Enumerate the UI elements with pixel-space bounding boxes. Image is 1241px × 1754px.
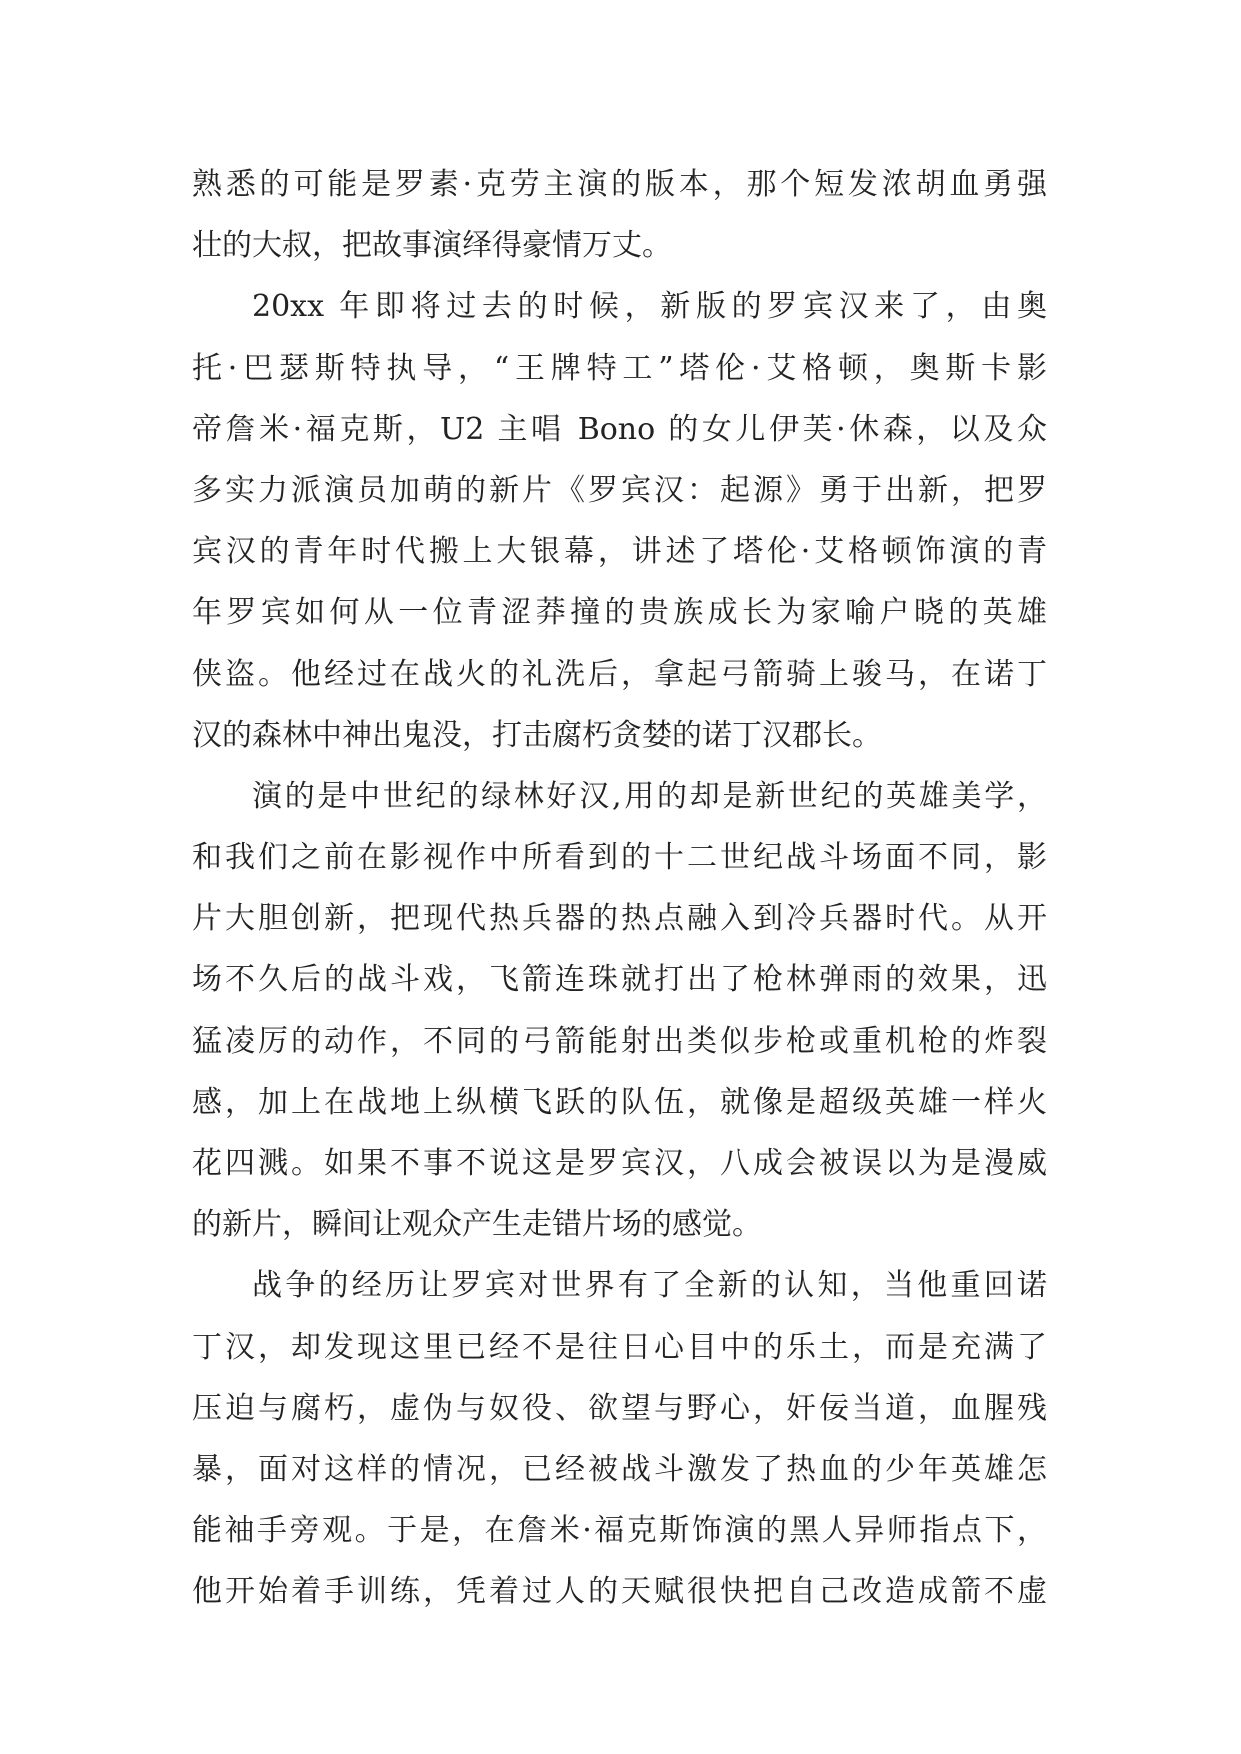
paragraph-2 [192,276,1047,766]
text-line: 猛凌厉的动作，不同的弓箭能射出类似步枪或重机枪的炸裂 [192,1023,1047,1059]
text-line: 丁汉，却发现这里已经不是往日心目中的乐土，而是充满了 [192,1329,1047,1365]
text-line: 20xx 年即将过去的时候，新版的罗宾汉来了，由奥 [252,289,1047,325]
text-line: 的新片，瞬间让观众产生走错片场的感觉。 [192,1207,762,1243]
paragraph-3 [192,766,1047,1256]
text-line: 年罗宾如何从一位青涩莽撞的贵族成长为家喻户晓的英雄 [192,595,1047,631]
paragraph-4 [192,1255,1047,1622]
text-line: 片大胆创新，把现代热兵器的热点融入到冷兵器时代。从开 [192,901,1047,937]
text-line: 他开始着手训练，凭着过人的天赋很快把自己改造成箭不虚 [192,1574,1047,1610]
text-line: 能袖手旁观。于是，在詹米·福克斯饰演的黑人异师指点下， [192,1513,1047,1549]
text-line: 压迫与腐朽，虚伪与奴役、欲望与野心，奸佞当道，血腥残 [192,1390,1047,1426]
text-line: 壮的大叔，把故事演绎得豪情万丈。 [192,228,672,264]
text-line: 侠盗。他经过在战火的礼洗后，拿起弓箭骑上骏马，在诺丁 [192,656,1047,692]
text-line: 汉的森林中神出鬼没，打击腐朽贪婪的诺丁汉郡长。 [192,717,882,753]
text-line: 感，加上在战地上纵横飞跃的队伍，就像是超级英雄一样火 [192,1084,1047,1120]
text-line: 多实力派演员加萌的新片《罗宾汉：起源》勇于出新，把罗 [192,472,1047,508]
text-line: 演的是中世纪的绿林好汉,用的却是新世纪的英雄美学， [252,778,1047,814]
text-line: 托·巴瑟斯特执导，“王牌特工”塔伦·艾格顿，奥斯卡影 [192,350,1047,386]
text-line: 帝詹米·福克斯，U2 主唱 Bono 的女儿伊芙·休森，以及众 [192,411,1047,447]
paragraph-1 [192,154,1047,276]
text-line: 花四溅。如果不事不说这是罗宾汉，八成会被误以为是漫威 [192,1146,1047,1181]
text-line: 战争的经历让罗宾对世界有了全新的认知，当他重回诺 [252,1268,1047,1304]
text-line: 暴，面对这样的情况，已经被战斗激发了热血的少年英雄怎 [192,1451,1047,1487]
text-line: 和我们之前在影视作中所看到的十二世纪战斗场面不同，影 [192,840,1047,876]
text-line: 熟悉的可能是罗素·克劳主演的版本，那个短发浓胡血勇强 [192,167,1047,202]
text-line: 场不久后的战斗戏，飞箭连珠就打出了枪林弹雨的效果，迅 [192,962,1047,998]
document-body [192,154,1047,1623]
text-line: 宾汉的青年时代搬上大银幕，讲述了塔伦·艾格顿饰演的青 [192,534,1047,570]
